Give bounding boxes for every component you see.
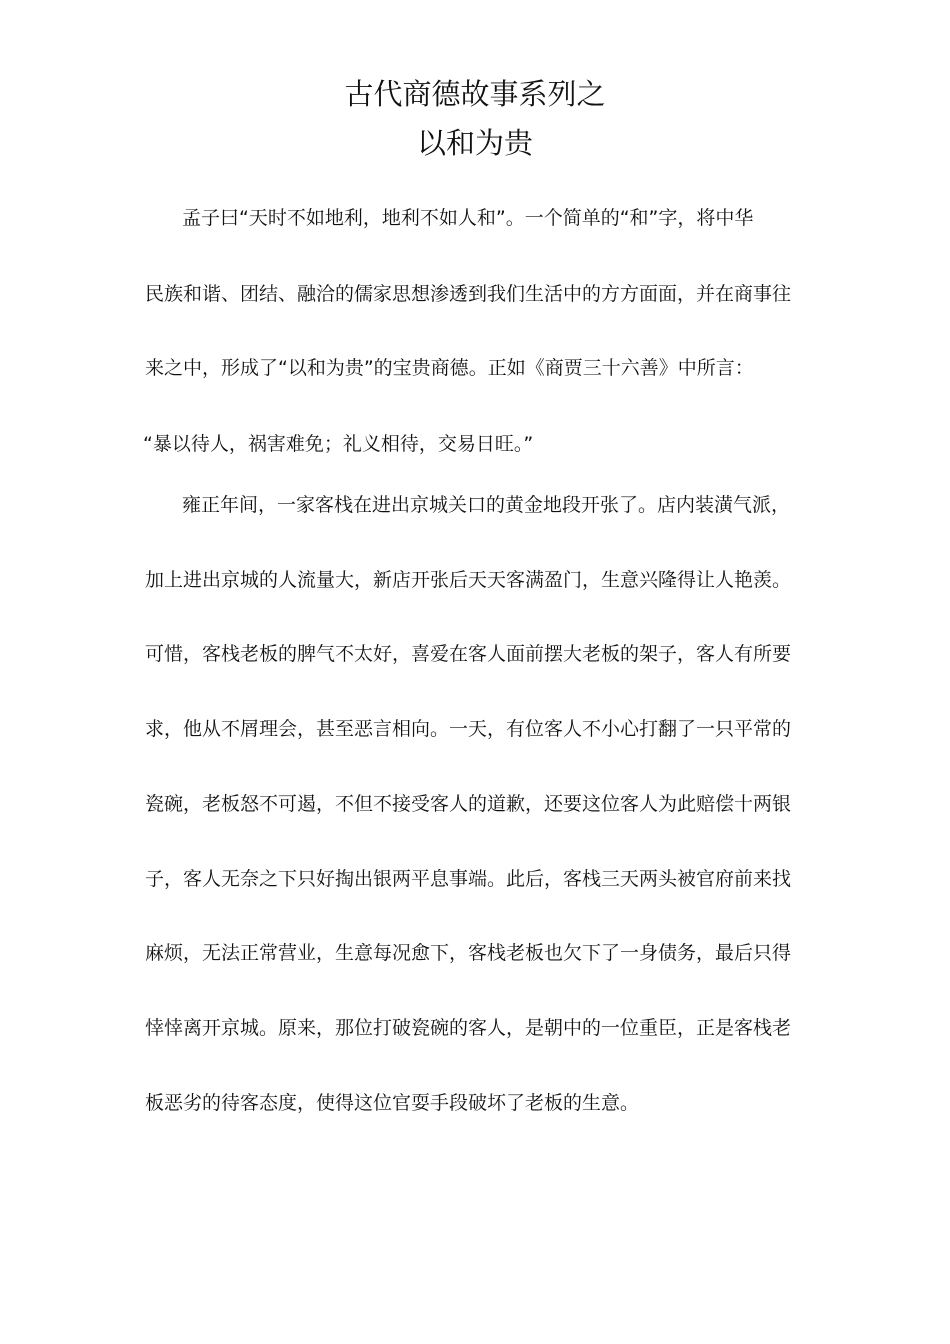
document-subtitle: 以和为贵 [416,126,533,160]
paragraph-2-line-4: 求，他从不屑理会，甚至恶言相向。一天，有位客人不小心打翻了一只平常的 [145,718,792,740]
paragraph-2-line-6: 子，客人无奈之下只好掏出银两平息事端。此后，客栈三天两头被官府前来找 [145,868,792,890]
document-title: 古代商德故事系列之 [344,77,606,111]
paragraph-1-quote: “暴以待人，祸害难免；礼义相待，交易日旺。” [143,433,534,455]
paragraph-2-line-9: 板恶劣的待客态度，使得这位官耍手段破坏了老板的生意。 [145,1092,640,1114]
paragraph-2-line-3: 可惜，客栈老板的脾气不太好，喜爱在客人面前摆大老板的架子，客人有所要 [145,643,792,665]
paragraph-1-line-1: 孟子曰“天时不如地利，地利不如人和”。一个简单的“和”字，将中华 [182,207,754,229]
paragraph-1-line-2: 民族和谐、团结、融洽的儒家思想渗透到我们生活中的方方面面，并在商事往 [145,283,792,305]
paragraph-2-line-1: 雍正年间，一家客栈在进出京城关口的黄金地段开张了。店内装潢气派， [182,494,791,516]
paragraph-1-line-3: 来之中，形成了“以和为贵”的宝贵商德。正如《商贾三十六善》中所言： [145,357,754,379]
paragraph-2-line-7: 麻烦，无法正常营业，生意每况愈下，客栈老板也欠下了一身债务，最后只得 [145,942,792,964]
paragraph-2-line-5: 瓷碗，老板怒不可遏，不但不接受客人的道歉，还要这位客人为此赔偿十两银 [145,793,792,815]
paragraph-2-line-2: 加上进出京城的人流量大，新店开张后天天客满盈门，生意兴隆得让人艳羡。 [145,569,792,591]
paragraph-2-line-8: 悻悻离开京城。原来，那位打破瓷碗的客人，是朝中的一位重臣，正是客栈老 [145,1017,792,1039]
